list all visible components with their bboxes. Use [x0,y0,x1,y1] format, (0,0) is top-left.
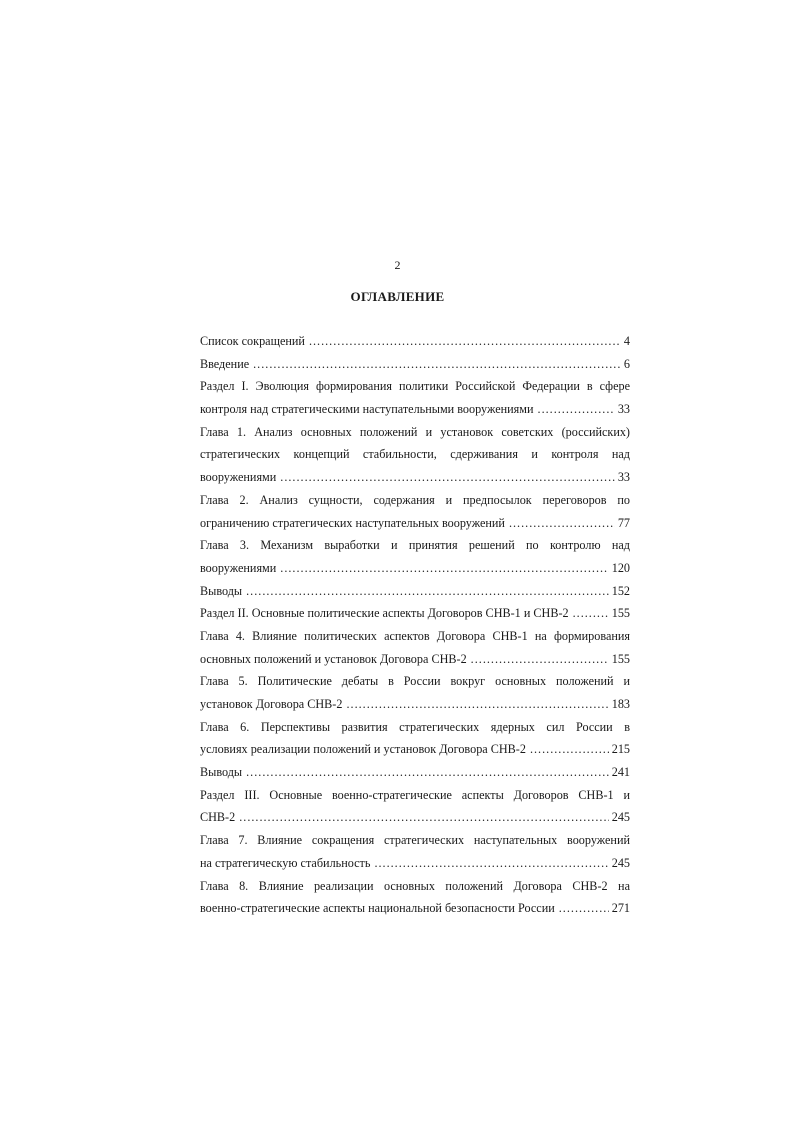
toc-entry-text: Раздел II. Основные политические аспекты Договоров СНВ-1 и СНВ-2 [200,606,569,621]
toc-entry-section-3-end [200,806,630,829]
toc-entry-chapter-1-end [200,466,630,489]
toc-page-number: 152 [611,583,630,598]
toc-entry-text: условиях реализации положений и установок Договора СНВ-2 [200,742,526,757]
toc-entry-chapter-3-end [200,557,630,580]
toc-entry-section-1-end [200,398,630,421]
dot-leader [346,693,608,716]
toc-entry-text: СНВ-2 [200,810,236,825]
toc-entry-chapter-4-end [200,648,630,671]
toc-entry-chapter-7-end [200,852,630,875]
toc-entry-chapter-1: Глава 1. Анализ основных положений и установок советских (российских) [200,424,630,439]
toc-entry-text: Введение [200,356,250,371]
toc-entry-introduction [200,353,630,376]
toc-entry-text: Список сокращений [200,334,305,348]
toc-entry-chapter-6-end [200,738,630,761]
toc-entry-chapter-2-end [200,512,630,535]
toc-entry-chapter-5: Глава 5. Политические дебаты в России вокруг основных положений и [200,674,630,689]
toc-page-number: 33 [617,470,630,485]
toc-entry-conclusions-2 [200,761,630,784]
dot-leader [573,602,609,625]
dot-leader [374,852,608,875]
toc-title: ОГЛАВЛЕНИЕ [350,289,445,304]
toc-entry-abbreviations [200,330,630,353]
toc-page-number: 155 [611,651,630,666]
dot-leader [246,761,609,784]
toc-entry-chapter-8: Глава 8. Влияние реализации основных положений Договора СНВ-2 на [200,878,630,893]
toc-entry-chapter-2: Глава 2. Анализ сущности, содержания и предпосылок переговоров по [200,492,630,507]
toc-entry-text: Выводы [200,583,243,598]
toc-page-number: 6 [623,356,630,371]
toc-page-number: 155 [611,606,630,621]
toc-entry-chapter-7: Глава 7. Влияние сокращения стратегических наступательных вооружений [200,833,630,848]
dot-leader [246,580,609,603]
toc-entry-text: основных положений и установок Договора СНВ-2 [200,651,467,666]
dot-leader [253,353,621,376]
toc-page-number: 215 [611,742,630,757]
toc-entry-chapter-1-cont: стратегических концепций стабильности, сдерживания и контроля над [200,447,630,462]
toc-entry-text: военно-стратегические аспекты национальной безопасности России [200,901,555,916]
dot-leader [280,466,615,489]
toc-entry-section-2 [200,602,630,625]
toc-page-number: 77 [617,515,630,530]
dot-leader [471,648,609,671]
toc-entry-text: контроля над стратегическими наступательными вооружениями [200,402,534,417]
toc-page-number: 271 [611,901,630,916]
dot-leader [538,398,615,421]
toc-entry-text: установок Договора СНВ-2 [200,697,343,711]
toc-entry-text: вооружениями [200,560,277,575]
dot-leader [559,897,609,920]
toc-entry-chapter-6: Глава 6. Перспективы развития стратегических ядерных сил России в [200,719,630,734]
toc-entry-section-1: Раздел I. Эволюция формирования политики Российской Федерации в сфере [200,379,630,394]
toc-entry-chapter-5-end [200,693,630,716]
toc-page-number: 4 [623,334,630,348]
toc-entry-chapter-4: Глава 4. Влияние политических аспектов Договора СНВ-1 на формирования [200,628,630,643]
toc-entry-conclusions-1 [200,580,630,603]
toc-entry-chapter-8-end [200,897,630,920]
toc-page-number: 241 [611,765,630,780]
toc-page-number: 33 [617,402,630,417]
toc-entry-text: вооружениями [200,470,277,485]
dot-leader [309,330,621,353]
toc-entry-section-3: Раздел III. Основные военно-стратегические аспекты Договоров СНВ-1 и [200,787,630,802]
dot-leader [280,557,608,580]
dot-leader [509,512,615,535]
toc-page-number: 245 [611,855,630,870]
toc-entry-text: на стратегическую стабильность [200,855,371,870]
toc-page-number: 183 [611,697,630,711]
page-number: 2 [394,258,401,272]
toc-entry-text: Выводы [200,765,243,780]
table-of-contents [200,330,630,920]
toc-entry-chapter-3: Глава 3. Механизм выработки и принятия решений по контролю над [200,538,630,553]
dot-leader [239,806,609,829]
toc-entry-text: ограничению стратегических наступательных вооружений [200,515,505,530]
toc-page-number: 245 [611,810,630,825]
dot-leader [530,738,609,761]
toc-page-number: 120 [611,560,630,575]
